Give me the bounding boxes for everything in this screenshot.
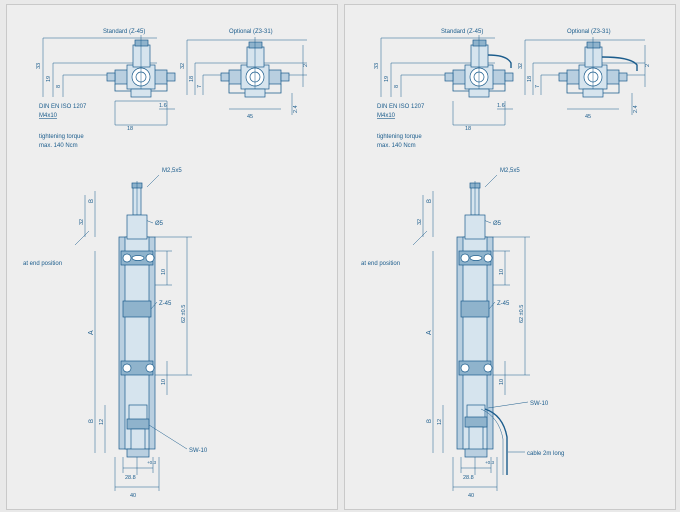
panel-right [344,4,676,510]
dim-28-8-tol: +0.3 [147,460,157,465]
dim-8: 8 [56,84,62,88]
dim-2-4-2: 2.4 [633,105,639,113]
dim-28-8: 28.8 [125,475,136,481]
torque-note-line2-2: max. 140 Ncm [377,143,416,149]
dim-32: 32 [180,62,186,69]
dim-A: A [88,330,95,335]
end-position-label-2: at end position [361,261,401,267]
torque-note-line1-2: tightening torque [377,134,422,140]
screw-leader [147,175,159,187]
dim-12: 12 [99,418,105,425]
screw-size-note-2: M4x10 [377,113,396,119]
diameter-callout: Ø5 [155,221,164,227]
right-dimension-group-2 [493,237,530,395]
optional-view-label-2: Optional (Z3-31) [567,29,611,35]
screw-standard-note-2: DIN EN ISO 1207 [377,104,425,110]
dim-32-main: 32 [79,218,85,225]
panel-right-drawing [345,5,675,509]
dim-1-6: 1.6 [159,103,167,109]
dim-62-2: 62 ±0.5 [519,304,525,323]
dim-B-top-2: B [427,198,433,203]
dim-2: 2 [303,63,309,67]
dim-8-2: 8 [394,84,400,88]
wrench-label-2: SW-10 [530,401,549,407]
wrench-leader-2 [488,402,528,408]
optional-cylinder-top-view [221,37,289,97]
dim-33: 33 [36,62,42,69]
dim-62: 62 ±0.5 [181,304,187,323]
dim-B-top: B [89,198,95,203]
right-dimension-group [155,237,192,395]
dim-18b: 18 [189,75,195,82]
cylinder-body [119,215,155,457]
screw-leader-2 [485,175,497,187]
standard-view-label: Standard (Z-45) [103,29,146,35]
dim-B-bottom: B [89,418,95,423]
dim-2-2: 2 [645,63,651,67]
end-position-leader-2 [413,231,427,245]
dim-33-2: 33 [374,62,380,69]
dim-28-8-2: 28.8 [463,475,474,481]
standard-cylinder-top-view-2 [445,35,513,97]
dim-7: 7 [197,84,203,88]
cable-label: cable 2m long [527,451,565,457]
screw-callout-m25-2: M2,5x5 [500,168,520,174]
diameter-callout-2: Ø5 [493,221,502,227]
dim-32-main-2: 32 [417,218,423,225]
screw-size-note: M4x10 [39,113,58,119]
standard-view-label-2: Standard (Z-45) [441,29,484,35]
torque-note-line1: tightening torque [39,134,84,140]
dim-12-2: 12 [437,418,443,425]
dim-32-2: 32 [518,62,524,69]
optional-cylinder-top-view-2 [559,37,637,97]
dim-10-lower: 10 [161,378,167,385]
dim-45-2: 45 [585,114,592,120]
standard-cylinder-top-view [107,35,175,97]
dim-18-2: 18 [465,126,472,132]
panel-left-drawing [7,5,337,509]
dim-18b-2: 18 [527,75,533,82]
dim-40: 40 [130,493,137,499]
dim-1-6-2: 1.6 [497,103,505,109]
dim-28-8-tol-2: +0.3 [485,460,495,465]
dim-18: 18 [127,126,134,132]
dim-2-4: 2.4 [293,105,299,113]
dim-40-2: 40 [468,493,475,499]
dim-B-bottom-2: B [427,418,433,423]
torque-note-line2: max. 140 Ncm [39,143,78,149]
dim-10-upper-2: 10 [499,268,505,275]
screw-standard-note: DIN EN ISO 1207 [39,104,87,110]
dim-10-lower-2: 10 [499,378,505,385]
end-position-label: at end position [23,261,63,267]
connector-label: Z-45 [159,301,172,307]
end-position-leader [75,231,89,245]
optional-view-label: Optional (Z3-31) [229,29,273,35]
dim-19: 19 [46,75,52,82]
wrench-label: SW-10 [189,448,208,454]
dim-A-2: A [426,330,433,335]
cylinder-body-2 [457,215,493,457]
dim-19-2: 19 [384,75,390,82]
dim-7-2: 7 [535,84,541,88]
screw-callout-m25: M2,5x5 [162,168,182,174]
dim-10-upper: 10 [161,268,167,275]
panel-left [6,4,338,510]
dim-45: 45 [247,114,254,120]
connector-label-2: Z-45 [497,301,510,307]
